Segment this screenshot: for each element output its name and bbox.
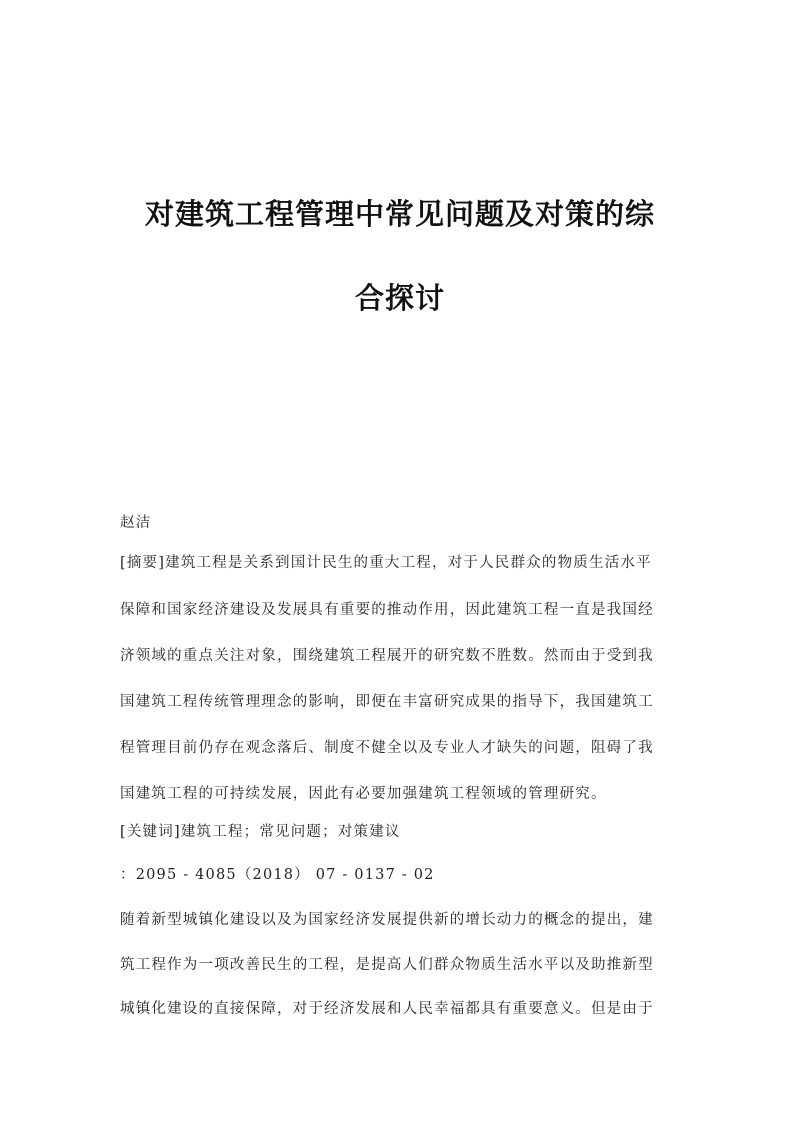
author-name: 赵洁 [120, 515, 152, 531]
body-line: 筑工程作为一项改善民生的工程，是提高人们群众物质生活水平以及助推新型 [120, 957, 654, 973]
abstract-line: 济领域的重点关注对象，围绕建筑工程展开的研究数不胜数。然而由于受到我 [120, 648, 654, 664]
title-line-1: 对建筑工程管理中常见问题及对策的综 [144, 197, 655, 231]
keywords: [关键词]建筑工程；常见问题；对策建议 [120, 824, 401, 840]
body-line: 随着新型城镇化建设以及为国家经济发展提供新的增长动力的概念的提出，建 [120, 912, 654, 928]
article-code: ：2095 - 4085（2018） 07 - 0137 - 02 [120, 867, 435, 883]
title-line-2: 合探讨 [354, 281, 445, 315]
abstract-line: 程管理目前仍存在观念落后、制度不健全以及专业人才缺失的问题，阻碍了我 [120, 740, 654, 756]
abstract-line: 国建筑工程传统管理理念的影响，即便在丰富研究成果的指导下，我国建筑工 [120, 694, 654, 710]
body-line: 城镇化建设的直接保障，对于经济发展和人民幸福都具有重要意义。但是由于 [120, 1001, 654, 1017]
abstract-line: 国建筑工程的可持续发展，因此有必要加强建筑工程领域的管理研究。 [120, 786, 607, 802]
abstract-line: [摘要]建筑工程是关系到国计民生的重大工程，对于人民群众的物质生活水平 [120, 555, 652, 571]
abstract-line: 保障和国家经济建设及发展具有重要的推动作用，因此建筑工程一直是我国经 [120, 602, 654, 618]
